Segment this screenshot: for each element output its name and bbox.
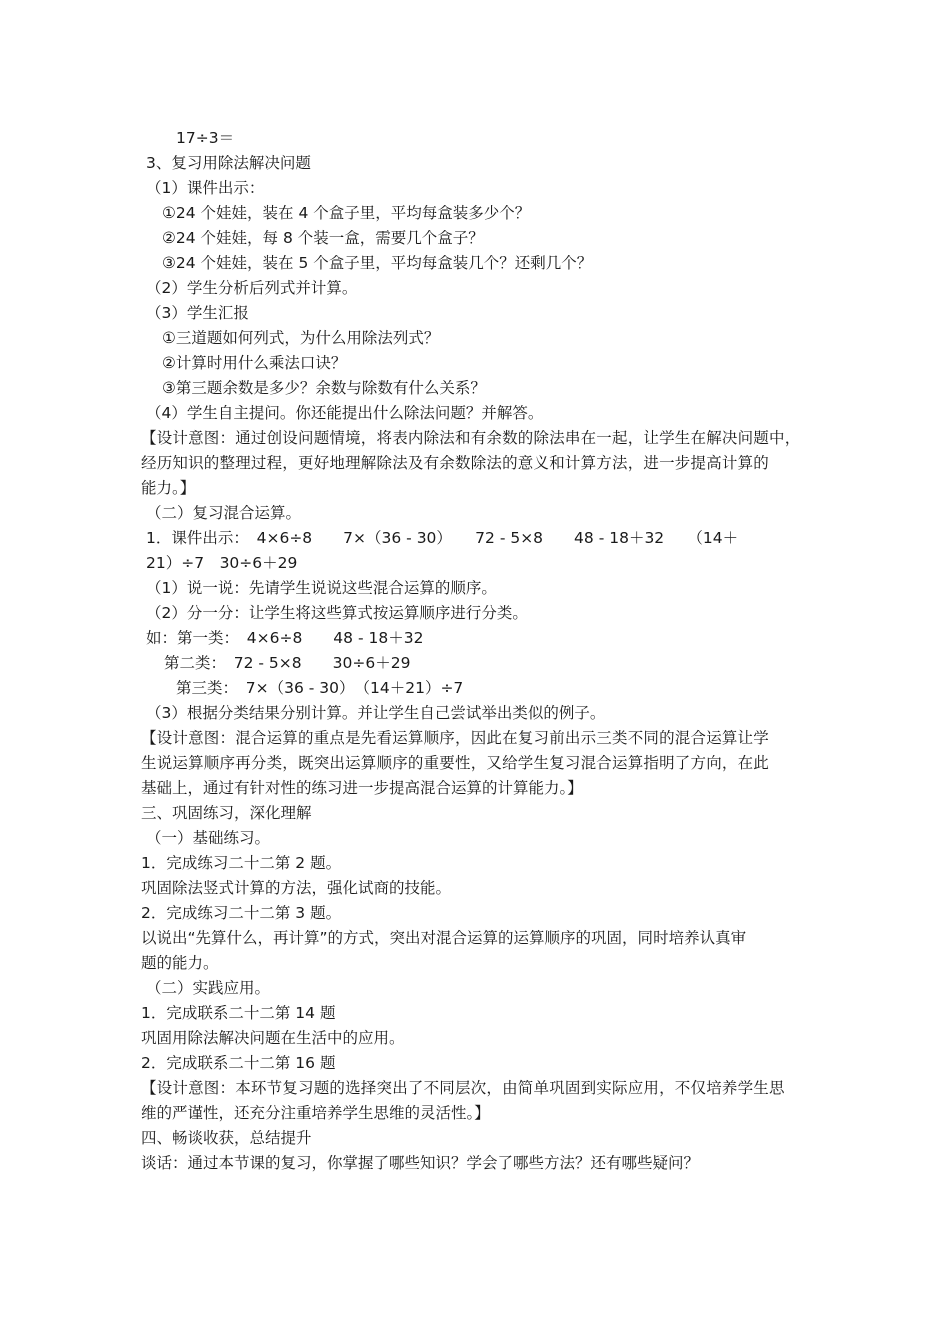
design-note: 能力。】	[141, 479, 196, 497]
text-line: （3）学生汇报	[146, 304, 249, 322]
text-line: 谈话：通过本节课的复习，你掌握了哪些知识？学会了哪些方法？还有哪些疑问？	[141, 1154, 700, 1172]
text-line: （二）实践应用。	[146, 979, 271, 997]
text-line: （一）基础练习。	[146, 829, 271, 847]
text-line: 第三类： 7×（36 - 30） （14＋21）÷7	[176, 679, 464, 697]
text-line: 题的能力。	[141, 954, 219, 972]
text-line: 如：第一类： 4×6÷8 48 - 18＋32	[146, 629, 424, 647]
design-note: 基础上，通过有针对性的练习进一步提高混合运算的计算能力。】	[141, 779, 583, 797]
text-line: 巩固除法竖式计算的方法，强化试商的技能。	[141, 879, 452, 897]
design-note: 经历知识的整理过程，更好地理解除法及有余数除法的意义和计算方法，进一步提高计算的	[141, 454, 770, 472]
text-line: （3）根据分类结果分别计算。并让学生自己尝试举出类似的例子。	[146, 704, 606, 722]
list-item: ②24 个娃娃，每 8 个装一盒，需要几个盒子？	[162, 229, 484, 247]
list-item: ②计算时用什么乘法口诀？	[162, 354, 347, 372]
text-line: （2）分一分：让学生将这些算式按运算顺序进行分类。	[146, 604, 528, 622]
design-note: 【设计意图：通过创设问题情境，将表内除法和有余数的除法串在一起，让学生在解决问题中，	[141, 429, 801, 447]
text-line: 17÷3＝	[176, 129, 235, 147]
text-line: 以说出“先算什么，再计算”的方式，突出对混合运算的运算顺序的巩固，同时培养认真审	[141, 929, 747, 947]
text-line: 2．完成联系二十二第 16 题	[141, 1054, 336, 1072]
text-line: 巩固用除法解决问题在生活中的应用。	[141, 1029, 405, 1047]
design-note: 【设计意图：本环节复习题的选择突出了不同层次，由简单巩固到实际应用，不仅培养学生思	[141, 1079, 785, 1097]
text-line: 第二类： 72 - 5×8 30÷6＋29	[164, 654, 411, 672]
section-heading: 四、畅谈收获，总结提升	[141, 1129, 312, 1147]
text-line: 1．课件出示： 4×6÷8 7×（36 - 30） 72 - 5×8 48 - 18＋32 （14＋	[146, 529, 739, 547]
text-line: 1．完成联系二十二第 14 题	[141, 1004, 336, 1022]
list-item: ③24 个娃娃，装在 5 个盒子里，平均每盒装几个？还剩几个？	[162, 254, 593, 272]
text-line: 21）÷7 30÷6＋29	[146, 554, 298, 572]
text-line: 2．完成练习二十二第 3 题。	[141, 904, 342, 922]
section-heading: （二）复习混合运算。	[146, 504, 302, 522]
design-note: 维的严谨性，还充分注重培养学生思维的灵活性。】	[141, 1104, 490, 1122]
text-line: 1．完成练习二十二第 2 题。	[141, 854, 342, 872]
design-note: 生说运算顺序再分类，既突出运算顺序的重要性，又给学生复习混合运算指明了方向，在此	[141, 754, 770, 772]
text-line: （1）课件出示：	[146, 179, 265, 197]
design-note: 【设计意图：混合运算的重点是先看运算顺序，因此在复习前出示三类不同的混合运算让学	[141, 729, 770, 747]
text-line: （1）说一说：先请学生说说这些混合运算的顺序。	[146, 579, 497, 597]
section-heading: 三、巩固练习，深化理解	[141, 804, 312, 822]
list-item: ①24 个娃娃，装在 4 个盒子里，平均每盒装多少个？	[162, 204, 531, 222]
text-line: （2）学生分析后列式并计算。	[146, 279, 358, 297]
text-line: （4）学生自主提问。你还能提出什么除法问题？并解答。	[146, 404, 544, 422]
list-item: ③第三题余数是多少？余数与除数有什么关系？	[162, 379, 486, 397]
list-item: ①三道题如何列式，为什么用除法列式？	[162, 329, 440, 347]
section-heading: 3、复习用除法解决问题	[146, 154, 311, 172]
